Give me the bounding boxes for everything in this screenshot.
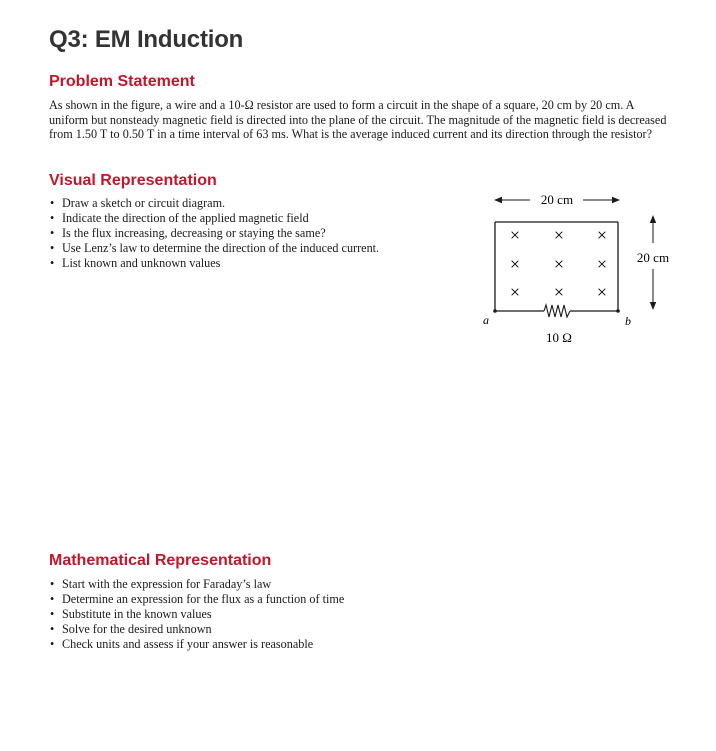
list-item: • Draw a sketch or circuit diagram. (49, 196, 379, 211)
visual-representation-list (49, 196, 379, 271)
resistor-label: 10 Ω (546, 330, 572, 345)
node-a (493, 309, 497, 313)
list-item: • Is the flux increasing, decreasing or staying the same? (49, 226, 379, 241)
field-into-page-mark: × (509, 254, 521, 274)
list-item: • Solve for the desired unknown (49, 622, 344, 637)
point-a-label: a (483, 313, 489, 327)
list-item: • List known and unknown values (49, 256, 379, 271)
visual-representation-heading: Visual Representation (49, 172, 217, 189)
mathematical-representation-list (49, 577, 344, 652)
list-item: • Indicate the direction of the applied magnetic field (49, 211, 379, 226)
field-into-page-mark: × (596, 282, 608, 302)
list-item: • Start with the expression for Faraday’s law (49, 577, 344, 592)
field-into-page-mark: × (509, 282, 521, 302)
field-into-page-mark: × (553, 282, 565, 302)
page-title: Q3: EM Induction (49, 26, 244, 53)
list-item: • Determine an expression for the flux as a function of time (49, 592, 344, 607)
list-item: • Use Lenz’s law to determine the direction of the induced current. (49, 241, 379, 256)
height-label: 20 cm (636, 250, 670, 265)
width-label: 20 cm (540, 192, 574, 207)
resistor (544, 305, 570, 317)
field-into-page-mark: × (509, 225, 521, 245)
list-item: • Check units and assess if your answer is reasonable (49, 637, 344, 652)
node-b (616, 309, 620, 313)
field-into-page-mark: × (553, 254, 565, 274)
field-into-page-mark: × (596, 254, 608, 274)
problem-statement-heading: Problem Statement (49, 73, 195, 90)
mathematical-representation-heading: Mathematical Representation (49, 552, 272, 569)
problem-statement-text: As shown in the figure, a wire and a 10-Ω resistor are used to form a circuit in the shape of a square, 20 cm by 20 cm. A uniform but nonsteady magnetic field is directed into the plane of the circuit. The magnitude of the magnetic field is decreased from 1.50 T to 0.50 T in a time interval of 63 ms. What is the average induced current and its direction through the resistor? (49, 98, 667, 141)
circuit-diagram (478, 183, 698, 353)
field-into-page-mark: × (553, 225, 565, 245)
list-item: • Substitute in the known values (49, 607, 344, 622)
point-b-label: b (625, 314, 631, 328)
field-into-page-mark: × (596, 225, 608, 245)
